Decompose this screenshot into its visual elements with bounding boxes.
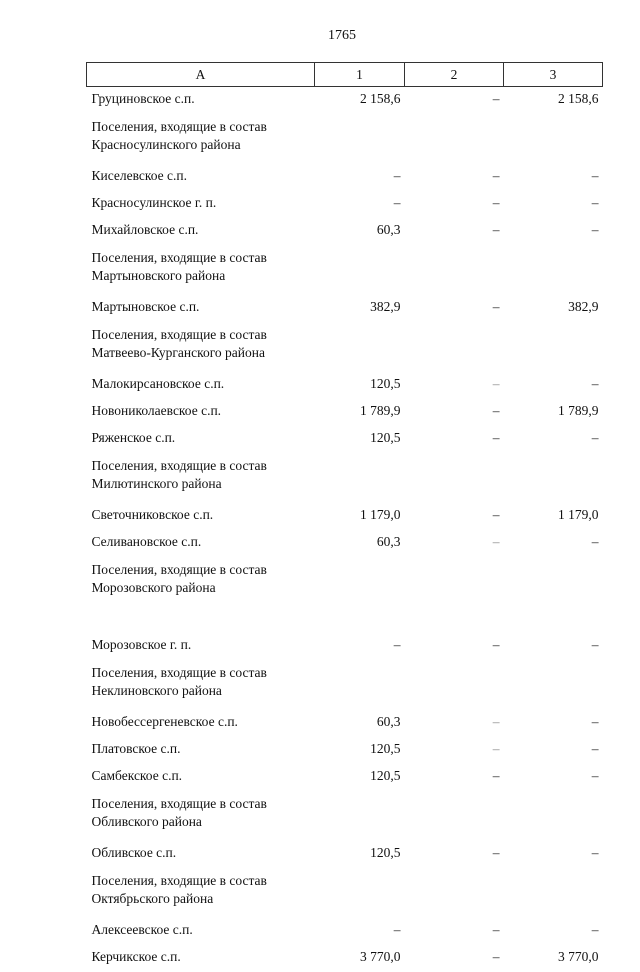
value-col-1: 3 770,0 [315,945,405,972]
group-header-row [87,791,603,841]
value-col-3 [504,245,603,295]
value-col-1: 60,3 [315,710,405,737]
value-col-2 [405,557,504,607]
table-row [87,164,603,191]
value-col-1 [315,322,405,372]
table-row [87,218,603,245]
value-col-1: 2 158,6 [315,87,405,115]
settlement-name: Самбекское с.п. [87,764,315,791]
settlement-name: Керчикское с.п. [87,945,315,972]
value-col-1: 1 179,0 [315,503,405,530]
value-col-1: – [315,164,405,191]
value-col-3 [504,453,603,503]
settlement-name: Мартыновское с.п. [87,295,315,322]
value-col-1: 120,5 [315,426,405,453]
value-col-3: – [504,218,603,245]
value-col-3: – [504,372,603,399]
table-row [87,530,603,557]
value-col-2: – [405,918,504,945]
settlement-name: Красносулинское г. п. [87,191,315,218]
value-col-2 [405,660,504,710]
settlement-name: Михайловское с.п. [87,218,315,245]
value-col-1 [315,245,405,295]
value-col-1: 1 789,9 [315,399,405,426]
settlement-name: Алексеевское с.п. [87,918,315,945]
settlement-name: Платовское с.п. [87,737,315,764]
table-row [87,841,603,868]
value-col-1: 120,5 [315,764,405,791]
settlement-name: Селивановское с.п. [87,530,315,557]
value-col-1: – [315,918,405,945]
settlement-name: Груциновское с.п. [87,87,315,115]
page-number: 1765 [0,28,640,44]
header-col-2: 2 [405,63,504,87]
value-col-2: – [405,841,504,868]
group-header-row [87,322,603,372]
settlement-name: Светочниковское с.п. [87,503,315,530]
group-title: Поселения, входящие в состав Мартыновского района [87,245,315,295]
group-title: Поселения, входящие в состав Морозовского района [87,557,315,607]
value-col-3: 1 789,9 [504,399,603,426]
group-header-row [87,660,603,710]
header-col-3: 3 [504,63,603,87]
value-col-1: – [315,191,405,218]
value-col-2: – [405,530,504,557]
value-col-2: – [405,710,504,737]
value-col-3: – [504,426,603,453]
value-col-3: – [504,633,603,660]
value-col-2: – [405,399,504,426]
table-row [87,764,603,791]
table-row [87,372,603,399]
value-col-3: 1 179,0 [504,503,603,530]
value-col-2 [405,245,504,295]
table-row [87,633,603,660]
settlement-name: Ряженское с.п. [87,426,315,453]
value-col-3: – [504,737,603,764]
table-row [87,399,603,426]
value-col-1 [315,453,405,503]
value-col-3: – [504,764,603,791]
value-col-1 [315,868,405,918]
value-col-2: – [405,945,504,972]
value-col-3: – [504,530,603,557]
table-row [87,710,603,737]
settlement-name: Морозовское г. п. [87,633,315,660]
table-row [87,426,603,453]
table-header [87,63,603,87]
table-row [87,87,603,115]
group-header-row [87,114,603,164]
group-header-row [87,453,603,503]
table-row [87,945,603,972]
value-col-1: – [315,633,405,660]
value-col-3: 3 770,0 [504,945,603,972]
value-col-2: – [405,633,504,660]
group-title: Поселения, входящие в состав Обливского района [87,791,315,841]
value-col-3: 2 158,6 [504,87,603,115]
value-col-2: – [405,295,504,322]
value-col-2 [405,791,504,841]
value-col-2: – [405,426,504,453]
header-col-1: 1 [315,63,405,87]
value-col-1: 60,3 [315,530,405,557]
group-title: Поселения, входящие в состав Неклиновского района [87,660,315,710]
group-title: Поселения, входящие в состав Октябрьского района [87,868,315,918]
value-col-2: – [405,737,504,764]
group-title: Поселения, входящие в состав Милютинского района [87,453,315,503]
group-title: Поселения, входящие в состав Матвеево-Курганского района [87,322,315,372]
value-col-2 [405,322,504,372]
value-col-1 [315,114,405,164]
settlement-name: Киселевское с.п. [87,164,315,191]
value-col-3 [504,791,603,841]
row-spacer [87,607,603,633]
group-header-row [87,868,603,918]
value-col-3 [504,322,603,372]
value-col-2: – [405,503,504,530]
table-row [87,295,603,322]
group-header-row [87,245,603,295]
value-col-2 [405,453,504,503]
value-col-3: 382,9 [504,295,603,322]
value-col-3: – [504,710,603,737]
table-row [87,737,603,764]
value-col-1: 120,5 [315,841,405,868]
value-col-1: 382,9 [315,295,405,322]
value-col-1 [315,791,405,841]
table-row [87,191,603,218]
value-col-3: – [504,191,603,218]
table-row [87,918,603,945]
settlement-name: Новониколаевское с.п. [87,399,315,426]
value-col-3 [504,868,603,918]
header-col-a: А [87,63,315,87]
settlement-name: Обливское с.п. [87,841,315,868]
value-col-1 [315,660,405,710]
value-col-2: – [405,87,504,115]
group-header-row [87,557,603,607]
value-col-2: – [405,191,504,218]
table-body [87,87,603,972]
value-col-2 [405,114,504,164]
value-col-1: 120,5 [315,737,405,764]
value-col-1 [315,557,405,607]
value-col-1: 60,3 [315,218,405,245]
value-col-2: – [405,764,504,791]
value-col-1: 120,5 [315,372,405,399]
data-table-container [86,62,602,972]
value-col-2 [405,868,504,918]
value-col-2: – [405,164,504,191]
value-col-2: – [405,372,504,399]
value-col-3: – [504,164,603,191]
value-col-2: – [405,218,504,245]
group-title: Поселения, входящие в состав Красносулинского района [87,114,315,164]
settlement-name: Новобессергеневское с.п. [87,710,315,737]
table-row [87,503,603,530]
value-col-3 [504,114,603,164]
data-table [86,62,603,972]
settlement-name: Малокирсановское с.п. [87,372,315,399]
value-col-3: – [504,841,603,868]
value-col-3 [504,557,603,607]
value-col-3: – [504,918,603,945]
value-col-3 [504,660,603,710]
